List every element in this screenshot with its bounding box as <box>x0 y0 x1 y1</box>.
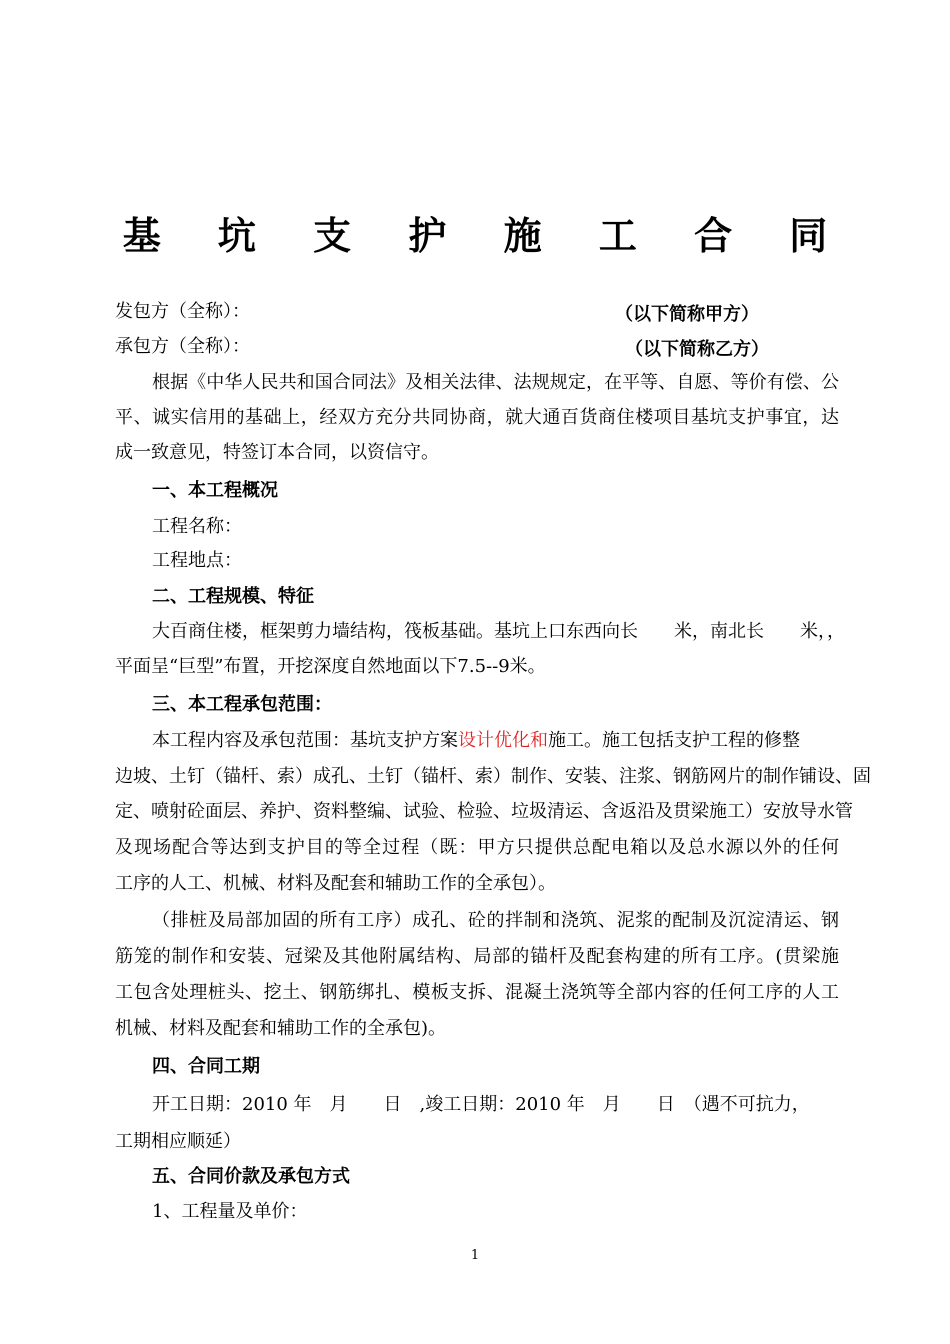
section-5-item-1: 1、工程量及单价： <box>152 1201 308 1222</box>
project-name-label: 工程名称： <box>152 516 242 537</box>
scope-text-pre: 本工程内容及承包范围：基坑支护方案 <box>152 730 458 751</box>
contractor-label: 承包方（全称）： <box>115 336 250 357</box>
scope-text-highlight: 设计优化和 <box>458 730 548 751</box>
section-5-heading: 五、合同价款及承包方式 <box>152 1166 350 1187</box>
section-4-heading: 四、合同工期 <box>152 1056 260 1077</box>
page-number: 1 <box>470 1248 480 1263</box>
employer-note: （以下简称甲方） <box>615 304 759 325</box>
section-2-line-2: 平面呈“巨型”布置，开挖深度自然地面以下7.5--9米。 <box>115 656 546 677</box>
employer-label: 发包方（全称）： <box>115 301 250 322</box>
section-3-p1-line-5: 工序的人工、机械、材料及配套和辅助工作的全承包）。 <box>115 873 556 894</box>
intro-line-3: 成一致意见，特签订本合同，以资信守。 <box>115 442 439 463</box>
document-title: 基 坑 支 护 施 工 合 同 <box>122 214 850 258</box>
section-2-line-1: 大百商住楼，框架剪力墙结构，筏板基础。基坑上口东西向长 米，南北长 米，， <box>152 621 845 642</box>
section-1-heading: 一、本工程概况 <box>152 480 278 501</box>
section-4-line-1: 开工日期：2010 年 月 日 ,竣工日期：2010 年 月 日 （遇不可抗力， <box>152 1094 810 1115</box>
section-2-heading: 二、工程规模、特征 <box>152 586 314 607</box>
section-3-p2-line-3: 工包含处理桩头、挖土、钢筋绑扎、模板支拆、混凝土浇筑等全部内容的任何工序的人工 <box>115 982 839 1003</box>
section-3-p1-line-1 <box>152 729 839 753</box>
section-3-heading: 三、本工程承包范围： <box>152 694 332 715</box>
project-location-label: 工程地点： <box>152 550 242 571</box>
section-3-p2-line-2: 筋笼的制作和安装、冠梁及其他附属结构、局部的锚杆及配套构建的所有工序。(贯梁施 <box>115 946 839 967</box>
section-3-p1-line-2: 边坡、土钉（锚杆、索）成孔、土钉（锚杆、索）制作、安装、注浆、钢筋网片的制作铺设、固 <box>115 766 871 787</box>
section-3-p2-line-1: （排桩及局部加固的所有工序）成孔、砼的拌制和浇筑、泥浆的配制及沉淀清运、钢 <box>152 910 839 931</box>
scope-text-post: 施工。施工包括支护工程的修整 <box>548 730 800 751</box>
section-3-p1-line-4: 及现场配合等达到支护目的等全过程（既：甲方只提供总配电箱以及总水源以外的任何 <box>115 837 839 858</box>
section-3-p2-line-4: 机械、材料及配套和辅助工作的全承包)。 <box>115 1018 447 1039</box>
section-4-line-2: 工期相应顺延） <box>115 1131 241 1152</box>
contractor-note: （以下简称乙方） <box>625 339 769 360</box>
intro-line-2: 平、诚实信用的基础上，经双方充分共同协商，就大通百货商住楼项目基坑支护事宜，达 <box>115 407 839 428</box>
section-3-p1-line-3: 定、喷射砼面层、养护、资料整编、试验、检验、垃圾清运、含返沿及贯梁施工）安放导水管 <box>115 801 853 822</box>
intro-line-1: 根据《中华人民共和国合同法》及相关法律、法规规定，在平等、自愿、等价有偿、公 <box>152 372 839 393</box>
